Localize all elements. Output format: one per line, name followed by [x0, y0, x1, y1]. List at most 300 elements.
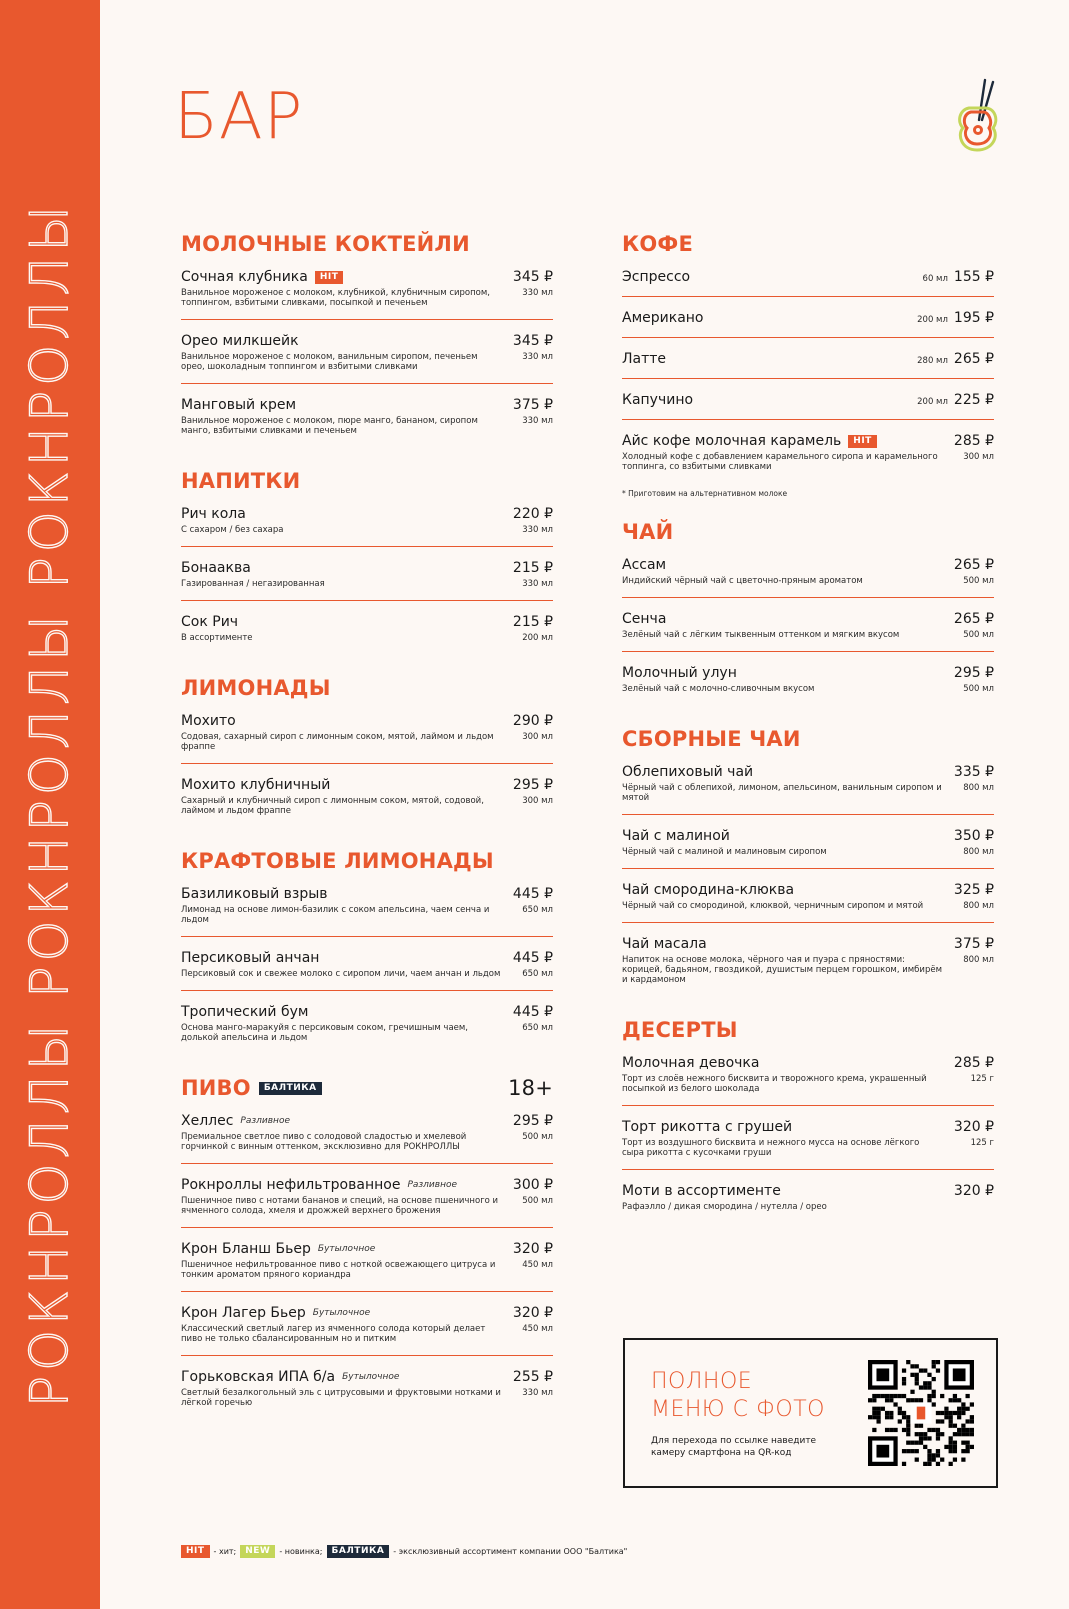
item-price: 375 ₽ [953, 936, 994, 952]
item-price: 350 ₽ [953, 828, 994, 844]
item-description: Ванильное мороженое с молоком, клубникой, клубничным сиропом, топпингом, взбитыми сливками, посыпкой и печеньем [181, 288, 490, 308]
item-details [181, 579, 553, 589]
item-name-text: Персиковый анчан [181, 950, 320, 966]
item-name [622, 764, 753, 780]
item-header [622, 392, 994, 408]
item-price: 285 ₽ [953, 1055, 994, 1071]
item-price-group [513, 560, 553, 576]
item-details [622, 1202, 994, 1212]
item-price: 445 ₽ [512, 1004, 553, 1020]
menu-item [181, 493, 553, 547]
section-title-text: ПИВО [181, 1076, 251, 1100]
item-name [181, 1004, 308, 1020]
menu-item [181, 764, 553, 827]
item-volume: 800 мл [963, 901, 994, 911]
item-description: Торт из воздушного бисквита и нежного мусса на основе лёгкого сыра рикотта с кусочками груши [622, 1138, 920, 1158]
item-description: Рафаэлло / дикая смородина / нутелла / орео [622, 1202, 827, 1212]
item-header [181, 614, 553, 630]
item-header [181, 506, 553, 522]
menu-section [181, 849, 553, 1054]
item-header [181, 560, 553, 576]
item-type: Бутылочное [312, 1308, 371, 1318]
item-name [622, 1183, 781, 1199]
item-price-group [954, 764, 994, 780]
item-name-text: Сочная клубника [181, 269, 308, 285]
menu-item [181, 700, 553, 764]
item-details [622, 684, 994, 694]
item-price-group [513, 886, 553, 902]
item-price-group [513, 614, 553, 630]
qr-panel [623, 1338, 998, 1488]
section-title [622, 727, 994, 751]
item-description: Холодный кофе с добавлением карамельного сиропа и карамельного топпинга, со взбитыми сливками [622, 452, 938, 472]
menu-section [622, 232, 994, 498]
item-price: 265 ₽ [953, 611, 994, 627]
right-column [622, 232, 994, 1245]
item-volume: 650 мл [522, 1023, 553, 1033]
item-details [181, 969, 553, 979]
item-name [181, 269, 343, 285]
page-title: БАР [174, 80, 304, 154]
item-price: 445 ₽ [512, 886, 553, 902]
item-name-text: Торт рикотта с грушей [622, 1119, 793, 1135]
item-description: Сахарный и клубничный сироп с лимонным соком, мятой, содовой, лаймом и льдом фраппе [181, 796, 484, 816]
item-details [181, 633, 553, 643]
item-description: Чёрный чай с малиной и малиновым сиропом [622, 847, 827, 857]
legend-baltika-text: - эксклюзивный ассортимент компании ООО "Балтика" [393, 1547, 628, 1556]
item-volume: 450 мл [522, 1324, 553, 1334]
item-header [622, 611, 994, 627]
item-volume: 500 мл [522, 1196, 553, 1206]
item-header [181, 1305, 553, 1321]
item-price-group [513, 506, 553, 522]
item-volume: 300 мл [963, 452, 994, 462]
sidebar-brand-text: РОКНРОЛЛЫ РОКНРОЛЛЫ РОКНРОЛЛЫ [20, 200, 80, 1408]
item-description: В ассортименте [181, 633, 253, 643]
item-header [622, 764, 994, 780]
item-price: 215 ₽ [512, 614, 553, 630]
item-description: Лимонад на основе лимон-базилик с соком апельсина, чаем сенча и льдом [181, 905, 490, 925]
item-details [181, 796, 553, 816]
item-details [181, 1388, 553, 1408]
item-name-text: Орео милкшейк [181, 333, 299, 349]
item-type: Бутылочное [317, 1244, 376, 1254]
item-description: Персиковый сок и свежее молоко с сиропом личи, чаем анчан и льдом [181, 969, 501, 979]
item-name-text: Сенча [622, 611, 667, 627]
item-name-text: Манговый крем [181, 397, 297, 413]
section-title-text: ЛИМОНАДЫ [181, 676, 331, 700]
section-title [622, 520, 994, 544]
qr-title-line2: МЕНЮ С ФОТО [651, 1397, 825, 1422]
item-name [181, 1241, 375, 1257]
item-details [181, 732, 553, 752]
item-volume: 500 мл [963, 630, 994, 640]
section-note: * Приготовим на альтернативном молоке [622, 489, 788, 498]
item-price-group [917, 310, 994, 326]
item-price: 225 ₽ [953, 392, 994, 408]
item-header [622, 936, 994, 952]
item-volume: 800 мл [963, 783, 994, 793]
section-title-text: МОЛОЧНЫЕ КОКТЕЙЛИ [181, 232, 470, 256]
item-header [622, 1119, 994, 1135]
item-name [622, 611, 666, 627]
section-title [622, 1018, 994, 1042]
item-volume: 125 г [970, 1074, 994, 1084]
item-price: 320 ₽ [512, 1305, 553, 1321]
item-name [622, 1055, 759, 1071]
item-description: Основа манго-маракуйя с персиковым соком, гречишным чаем, долькой апельсина и льдом [181, 1023, 469, 1043]
item-name [622, 882, 794, 898]
item-header [622, 665, 994, 681]
item-name [622, 351, 666, 367]
item-name-text: Ассам [622, 557, 667, 573]
item-name-text: Базиликовый взрыв [181, 886, 328, 902]
item-name-text: Чай масала [622, 936, 707, 952]
item-price-group [954, 433, 994, 449]
item-price: 195 ₽ [953, 310, 994, 326]
item-price-group [513, 269, 553, 285]
item-description: Классический светлый лагер из ячменного солода который делает пиво не только сбалансированным но и питким [181, 1324, 486, 1344]
legend [181, 1545, 627, 1558]
section-title [622, 232, 994, 256]
item-header [622, 1183, 994, 1199]
menu-section [181, 469, 553, 654]
item-volume: 330 мл [522, 525, 553, 535]
item-price-group [513, 713, 553, 729]
item-volume: 330 мл [522, 1388, 553, 1398]
item-details [181, 1260, 553, 1280]
item-volume: 125 г [970, 1138, 994, 1148]
item-description: Чёрный чай со смородиной, клюквой, черничным сиропом и мятой [622, 901, 924, 911]
item-header [622, 828, 994, 844]
item-details [622, 901, 994, 911]
menu-item [181, 1356, 553, 1419]
item-header [181, 1177, 553, 1193]
section-title [181, 849, 553, 873]
item-name [622, 557, 666, 573]
item-name-text: Рич кола [181, 506, 246, 522]
item-name [622, 392, 693, 408]
item-volume: 300 мл [522, 732, 553, 742]
item-name-text: Хеллес [181, 1113, 234, 1129]
item-name [181, 1305, 370, 1321]
item-name-text: Облепиховый чай [622, 764, 754, 780]
menu-item [622, 338, 994, 379]
qr-title [651, 1368, 825, 1424]
item-name [181, 886, 328, 902]
menu-item [181, 1100, 553, 1164]
item-name-text: Чай с малиной [622, 828, 730, 844]
menu-section [622, 727, 994, 996]
qr-hint: Для перехода по ссылке наведите камеру смартфона на QR-код [651, 1436, 817, 1458]
legend-baltika-badge: БАЛТИКА [327, 1545, 390, 1558]
item-price-group [513, 333, 553, 349]
item-header [622, 310, 994, 326]
item-name-text: Капучино [622, 392, 694, 408]
item-type: Разливное [240, 1116, 290, 1126]
item-volume: 330 мл [522, 288, 553, 298]
item-header [181, 1241, 553, 1257]
item-type: Бутылочное [342, 1372, 400, 1382]
item-header [622, 269, 994, 285]
item-price: 335 ₽ [953, 764, 994, 780]
menu-item [622, 598, 994, 652]
item-header [181, 886, 553, 902]
item-price: 155 ₽ [953, 269, 994, 285]
item-volume: 500 мл [963, 576, 994, 586]
item-name-text: Сок Рич [181, 614, 239, 630]
menu-item [181, 1164, 553, 1228]
item-price-group [513, 777, 553, 793]
item-details [181, 1132, 553, 1152]
item-price: 220 ₽ [512, 506, 553, 522]
item-details [622, 955, 994, 985]
menu-item [622, 923, 994, 996]
item-description: Светлый безалкогольный эль с цитрусовыми и фруктовыми нотками и лёгкой горечью [181, 1388, 501, 1408]
item-description: Содовая, сахарный сироп с лимонным соком, мятой, лаймом и льдом фраппе [181, 732, 494, 752]
item-description: Индийский чёрный чай с цветочно-пряным ароматом [622, 576, 863, 586]
item-price-group [954, 1119, 994, 1135]
item-volume: 800 мл [963, 847, 994, 857]
qr-code-icon[interactable] [868, 1360, 974, 1466]
item-price: 375 ₽ [512, 397, 553, 413]
item-details [622, 452, 994, 472]
item-details [181, 416, 553, 436]
menu-item [622, 751, 994, 815]
menu-item [181, 991, 553, 1054]
item-name [181, 506, 246, 522]
item-header [181, 397, 553, 413]
item-price: 295 ₽ [512, 1113, 553, 1129]
menu-item [622, 256, 994, 297]
item-price: 445 ₽ [512, 950, 553, 966]
menu-item [622, 815, 994, 869]
menu-item [181, 384, 553, 447]
item-description: Премиальное светлое пиво с солодовой сладостью и хмелевой горчинкой с винным оттенком, эксклюзивно для РОКНРОЛЛЫ [181, 1132, 467, 1152]
age-restriction: 18+ [508, 1076, 553, 1100]
menu-item [622, 1042, 994, 1106]
legend-hit-badge: HIT [181, 1545, 210, 1558]
item-price: 290 ₽ [512, 713, 553, 729]
item-details [622, 847, 994, 857]
item-volume: 330 мл [522, 579, 553, 589]
item-price-group [954, 828, 994, 844]
item-name [181, 333, 299, 349]
item-name-text: Латте [622, 351, 667, 367]
item-price-group [954, 665, 994, 681]
item-volume: 200 мл [917, 397, 948, 407]
item-volume: 800 мл [963, 955, 994, 965]
item-price-group [513, 1241, 553, 1257]
item-description: Напиток на основе молока, чёрного чая и пуэра с пряностями: корицей, бадьяном, гвоздикой, душистым перцем горошком, имбирём и кардамоном [622, 955, 942, 985]
item-price-group [513, 1113, 553, 1129]
qr-title-line1: ПОЛНОЕ [651, 1369, 753, 1394]
item-details [622, 630, 994, 640]
item-price: 265 ₽ [953, 351, 994, 367]
item-name [181, 1369, 399, 1385]
item-volume: 650 мл [522, 905, 553, 915]
item-volume: 300 мл [522, 796, 553, 806]
menu-item [622, 869, 994, 923]
legend-new-badge: NEW [240, 1545, 275, 1558]
item-name-text: Американо [622, 310, 704, 326]
item-name-text: Горьковская ИПА б/а [181, 1369, 336, 1385]
menu-item [181, 1228, 553, 1292]
item-name [181, 560, 251, 576]
item-price: 320 ₽ [953, 1119, 994, 1135]
item-price: 325 ₽ [953, 882, 994, 898]
item-price-group [954, 557, 994, 573]
left-column [181, 232, 553, 1441]
guitar-logo-icon [955, 78, 1003, 154]
item-header [181, 713, 553, 729]
legend-new-text: - новинка; [279, 1547, 323, 1556]
item-price-group [954, 611, 994, 627]
item-price: 255 ₽ [512, 1369, 553, 1385]
menu-item [622, 1170, 994, 1223]
item-header [622, 1055, 994, 1071]
item-volume: 60 мл [922, 274, 948, 284]
item-name-text: Моти в ассортименте [622, 1183, 781, 1199]
menu-item [181, 601, 553, 654]
item-price: 265 ₽ [953, 557, 994, 573]
item-header [181, 1369, 553, 1385]
item-volume: 200 мл [917, 315, 948, 325]
item-price-group [954, 882, 994, 898]
item-name-text: Крон Лагер Бьер [181, 1305, 306, 1321]
item-description: Чёрный чай с облепихой, лимоном, апельсином, ванильным сиропом и мятой [622, 783, 942, 803]
section-title-text: ДЕСЕРТЫ [622, 1018, 738, 1042]
item-details [181, 525, 553, 535]
item-description: Торт из слоёв нежного бисквита и творожного крема, украшенный посыпкой из белого шоколада [622, 1074, 927, 1094]
menu-section [181, 676, 553, 827]
menu-item [622, 1106, 994, 1170]
item-name-text: Эспрессо [622, 269, 691, 285]
item-price-group [513, 397, 553, 413]
item-name-text: Молочный улун [622, 665, 737, 681]
item-price: 345 ₽ [512, 333, 553, 349]
section-title-text: СБОРНЫЕ ЧАИ [622, 727, 801, 751]
section-title [181, 1076, 553, 1100]
item-description: С сахаром / без сахара [181, 525, 284, 535]
item-price-group [513, 950, 553, 966]
menu-item [622, 652, 994, 705]
item-details [181, 288, 553, 308]
item-name [181, 1177, 457, 1193]
item-description: Газированная / негазированная [181, 579, 325, 589]
item-volume: 280 мл [917, 356, 948, 366]
item-price-group [923, 269, 994, 285]
item-name [181, 950, 319, 966]
item-details [181, 1196, 553, 1216]
item-name [181, 397, 296, 413]
item-volume: 330 мл [522, 416, 553, 426]
sidebar-band [0, 0, 100, 1609]
item-name [622, 269, 690, 285]
menu-item [181, 547, 553, 601]
item-name [181, 713, 236, 729]
item-price-group [954, 1055, 994, 1071]
item-name [622, 665, 737, 681]
item-volume: 330 мл [522, 352, 553, 362]
item-price-group [513, 1369, 553, 1385]
item-price: 295 ₽ [953, 665, 994, 681]
item-name-text: Мохито [181, 713, 236, 729]
item-price-group [954, 1183, 994, 1199]
item-name [622, 828, 730, 844]
item-price: 320 ₽ [953, 1183, 994, 1199]
section-title-text: КОФЕ [622, 232, 693, 256]
item-price: 345 ₽ [512, 269, 553, 285]
menu-item [181, 256, 553, 320]
item-price-group [917, 392, 994, 408]
item-name-text: Чай смородина-клюква [622, 882, 795, 898]
baltika-badge: БАЛТИКА [259, 1082, 322, 1095]
section-title-text: КРАФТОВЫЕ ЛИМОНАДЫ [181, 849, 494, 873]
item-header [622, 882, 994, 898]
item-volume: 650 мл [522, 969, 553, 979]
menu-item [622, 420, 994, 483]
item-name [181, 1113, 290, 1129]
menu-item [181, 937, 553, 991]
section-title-text: ЧАЙ [622, 520, 674, 544]
section-title [181, 232, 553, 256]
item-volume: 500 мл [522, 1132, 553, 1142]
item-name [622, 936, 707, 952]
section-title [181, 469, 553, 493]
item-header [181, 950, 553, 966]
item-header [181, 1113, 553, 1129]
menu-section [622, 1018, 994, 1223]
section-title [181, 676, 553, 700]
menu-section [181, 1076, 553, 1419]
item-name [181, 614, 238, 630]
item-details [622, 1074, 994, 1094]
item-details [622, 576, 994, 586]
item-description: Зелёный чай с лёгким тыквенным оттенком и мягким вкусом [622, 630, 900, 640]
item-description: Ванильное мороженое с молоком, ванильным сиропом, печеньем орео, шоколадным топпингом и взбитыми сливками [181, 352, 478, 372]
menu-item [622, 544, 994, 598]
legend-hit-text: - хит; [213, 1547, 237, 1556]
item-name-text: Крон Бланш Бьер [181, 1241, 311, 1257]
item-price-group [917, 351, 994, 367]
menu-item [181, 873, 553, 937]
section-title-text: НАПИТКИ [181, 469, 301, 493]
item-price-group [513, 1177, 553, 1193]
item-name [622, 1119, 792, 1135]
item-name-text: Рокнроллы нефильтрованное [181, 1177, 401, 1193]
item-price-group [513, 1004, 553, 1020]
item-name-text: Мохито клубничный [181, 777, 331, 793]
menu-item [181, 320, 553, 384]
menu-section [622, 520, 994, 705]
item-volume: 450 мл [522, 1260, 553, 1270]
item-description: Пшеничное пиво с нотами бананов и специй, на основе пшеничного и ячменного солода, хмеля и дрожжей верхнего брожения [181, 1196, 499, 1216]
item-description: Ванильное мороженое с молоком, пюре манго, бананом, сиропом манго, взбитыми сливками и печеньем [181, 416, 478, 436]
menu-section [181, 232, 553, 447]
item-price: 295 ₽ [512, 777, 553, 793]
item-name-text: Бонааква [181, 560, 251, 576]
hit-badge: HIT [848, 435, 877, 448]
item-details [622, 783, 994, 803]
item-details [622, 1138, 994, 1158]
item-name-text: Айс кофе молочная карамель [622, 433, 842, 449]
item-price-group [954, 936, 994, 952]
item-details [181, 905, 553, 925]
item-type: Разливное [407, 1180, 457, 1190]
item-volume: 200 мл [522, 633, 553, 643]
item-header [181, 1004, 553, 1020]
